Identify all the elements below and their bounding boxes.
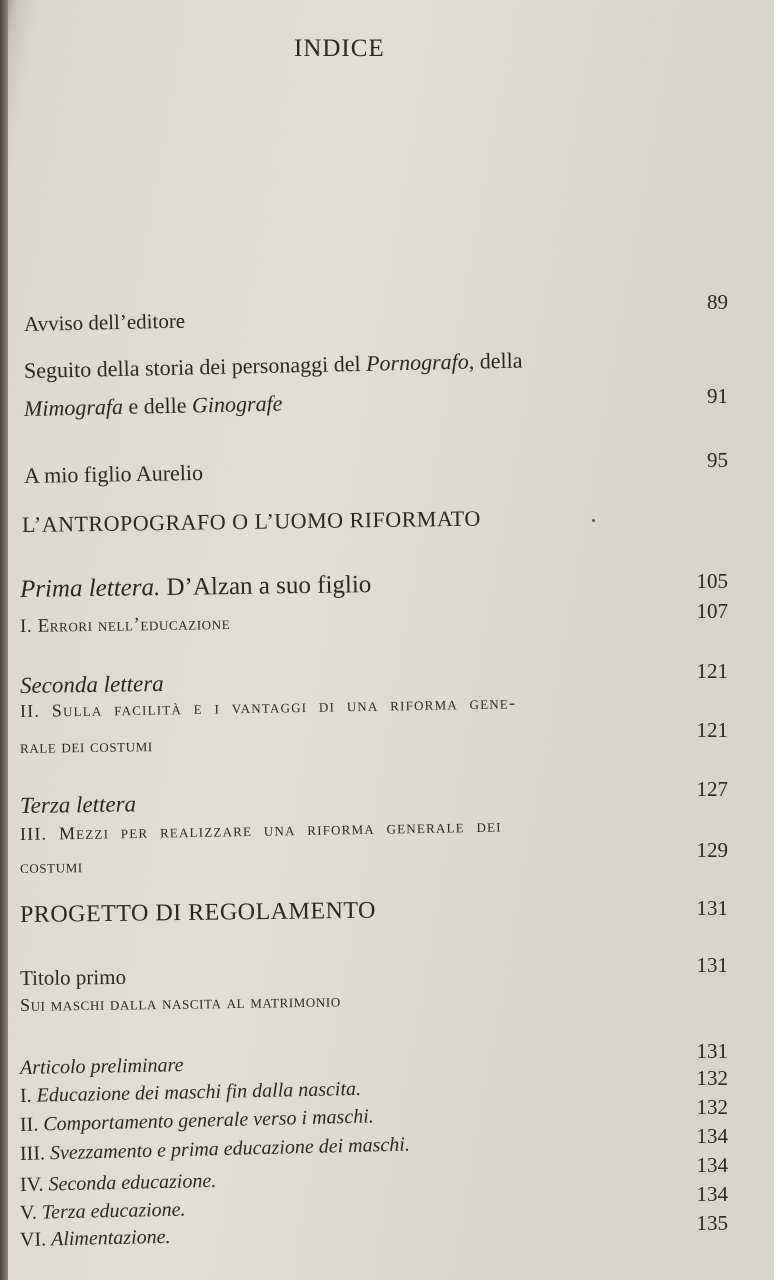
toc-article-number: VI. xyxy=(19,1228,47,1251)
toc-article-number: III. xyxy=(19,1142,46,1165)
toc-italic-title: Pornografo xyxy=(365,348,469,376)
toc-article xyxy=(20,1227,171,1250)
toc-page-number: 89 xyxy=(707,290,728,314)
toc-letter-heading: Seconda lettera xyxy=(19,670,164,698)
toc-page-number: 129 xyxy=(696,838,728,862)
toc-part-heading: L’ANTROPOGRAFO O L’UOMO RIFORMATO xyxy=(21,505,481,537)
toc-chapter-line2: rale dei costumi xyxy=(19,735,153,757)
toc-entry xyxy=(20,572,372,602)
toc-italic-title: Prima lettera. xyxy=(19,574,161,603)
toc-page-number: 121 xyxy=(696,659,728,683)
toc-page-number: 95 xyxy=(707,448,728,472)
toc-text: , della xyxy=(468,347,523,374)
toc-page-number: 134 xyxy=(696,1124,728,1148)
toc-page-number: 131 xyxy=(696,953,728,977)
toc-letter-heading: Terza lettera xyxy=(19,791,137,818)
toc-article-title: Terza educazione. xyxy=(41,1198,186,1224)
toc-article-number: II. xyxy=(19,1113,39,1136)
toc-article xyxy=(20,1134,410,1164)
toc-article-number: IV. xyxy=(19,1173,44,1196)
toc-article xyxy=(20,1171,217,1195)
toc-article-number: I. xyxy=(19,1084,32,1107)
toc-section-heading: Titolo primo xyxy=(19,964,127,990)
toc-page-number: 107 xyxy=(696,599,728,623)
toc-text: Seguito della storia dei personaggi del xyxy=(23,350,367,383)
toc-article-title: Seconda educazione. xyxy=(48,1169,217,1196)
toc-article xyxy=(20,1200,186,1223)
toc-italic-title: Mimografa xyxy=(23,393,124,421)
toc-page-number: 135 xyxy=(696,1211,728,1235)
toc-entry: Avviso dell’editore xyxy=(23,308,186,336)
toc-article: Articolo preliminare xyxy=(19,1054,184,1079)
ink-speck xyxy=(592,519,595,522)
toc-text: D’Alzan a suo figlio xyxy=(160,571,372,602)
toc-article-number: V. xyxy=(19,1201,38,1224)
toc-page-number: 134 xyxy=(696,1153,728,1177)
toc-page-number: 121 xyxy=(696,718,728,742)
toc-page-number: 105 xyxy=(696,569,728,593)
toc-text: e delle xyxy=(122,392,193,419)
toc-article-title: Alimentazione. xyxy=(50,1225,171,1251)
toc-part-heading: PROGETTO DI REGOLAMENTO xyxy=(19,897,377,928)
toc-article-title: Educazione dei maschi fin dalla nascita. xyxy=(36,1077,362,1107)
toc-page-number: 91 xyxy=(707,384,728,408)
toc-entry-line2 xyxy=(23,390,283,421)
toc-chapter: Sui maschi dalla nascita al matrimonio xyxy=(19,990,341,1015)
toc-article xyxy=(20,1106,374,1135)
toc-page-number: 131 xyxy=(696,1039,728,1063)
toc-chapter-line2: costumi xyxy=(19,856,83,877)
toc-page-number: 132 xyxy=(696,1095,728,1119)
toc-article-title: Svezzamento e prima educazione dei maschi. xyxy=(49,1133,411,1165)
toc-article-title: Comportamento generale verso i maschi. xyxy=(43,1105,375,1136)
toc-page-number: 134 xyxy=(696,1182,728,1206)
toc-article xyxy=(20,1079,361,1106)
toc-italic-title: Ginografe xyxy=(191,390,283,418)
page-title: INDICE xyxy=(294,35,385,62)
toc-page-number: 127 xyxy=(696,777,728,801)
book-gutter-shadow xyxy=(0,0,8,1280)
toc-entry-line1 xyxy=(23,347,523,383)
toc-page-number: 131 xyxy=(696,896,728,920)
toc-entry: A mio figlio Aurelio xyxy=(23,459,204,488)
toc-chapter-line1: II. Sulla facilità e i vantaggi di una riforma gene- xyxy=(19,692,517,721)
toc-page-number: 132 xyxy=(696,1066,728,1090)
toc-chapter: I. Errori nell’educazione xyxy=(19,613,231,637)
toc-chapter-line1: III. Mezzi per realizzare una riforma generale dei xyxy=(19,815,502,844)
